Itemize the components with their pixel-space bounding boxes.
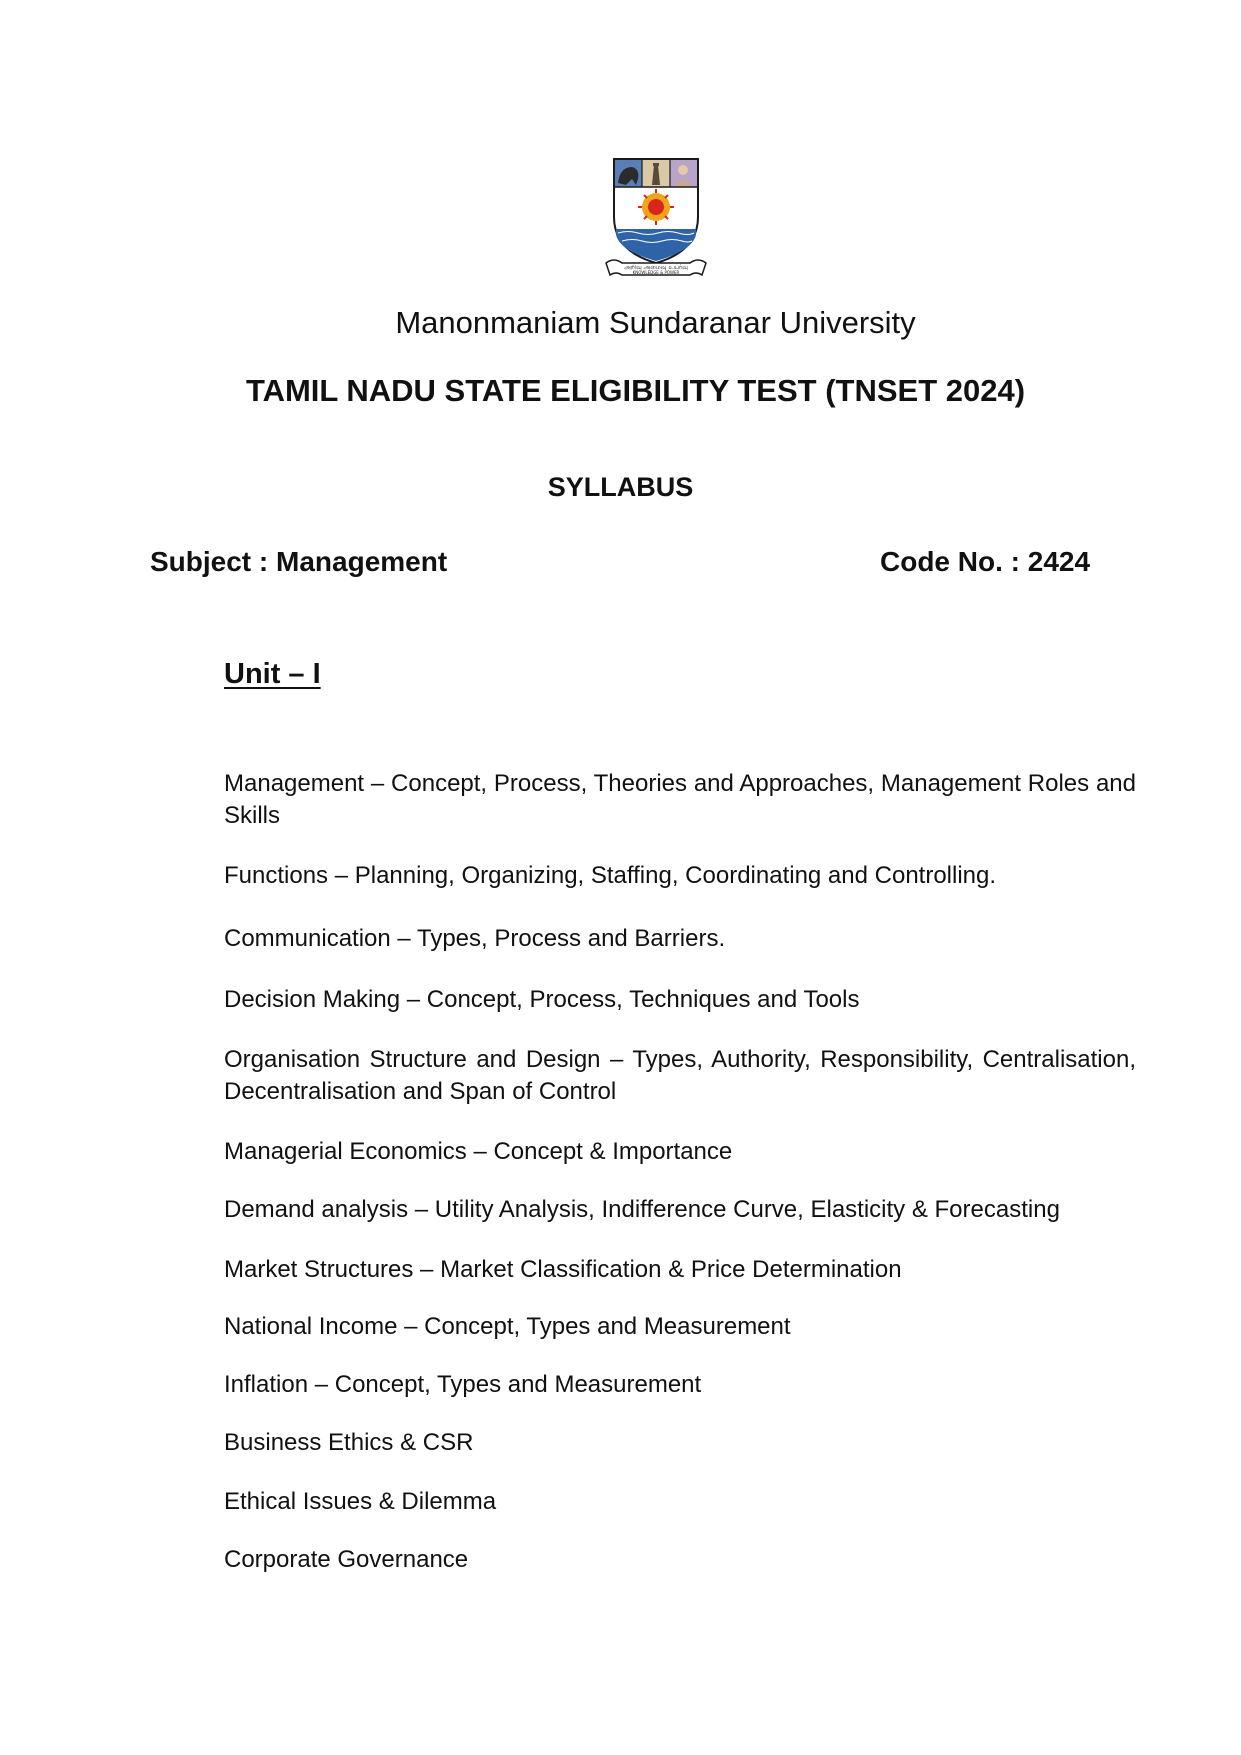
university-name: Manonmaniam Sundaranar University [395,305,916,340]
university-crest-icon [604,155,708,279]
topic-item: Communication – Types, Process and Barriers. [224,925,726,952]
document-type-heading: SYLLABUS [547,472,694,502]
topic-item: Business Ethics & CSR [224,1429,474,1456]
exam-title: TAMIL NADU STATE ELIGIBILITY TEST (TNSET 2024) [245,373,1026,408]
svg-text:அறிவு அமைவு உயர்வு: அறிவு அமைவு உயர்வு [624,264,688,271]
topic-item: Market Structures – Market Classification & Price Determination [224,1256,902,1283]
topic-item: Corporate Governance [224,1546,469,1573]
topic-item: Ethical Issues & Dilemma [224,1488,497,1515]
unit-heading: Unit – I [224,658,321,690]
svg-text:KNOWLEDGE & POWER: KNOWLEDGE & POWER [632,270,680,275]
topic-item: Decision Making – Concept, Process, Techniques and Tools [224,986,860,1013]
topic-item: Organisation Structure and Design – Types, Authority, Responsibility, Centralisation, Decentralisation and Span of Control [224,1046,1136,1105]
topic-list [224,768,1136,1576]
topic-item: Demand analysis – Utility Analysis, Indifference Curve, Elasticity & Forecasting [224,1196,1060,1223]
subject-label: Subject : Management [150,546,448,577]
topic-item: Managerial Economics – Concept & Importance [224,1138,733,1165]
topic-item: Management – Concept, Process, Theories and Approaches, Management Roles and Skills [224,770,1136,829]
topic-item: Inflation – Concept, Types and Measurement [224,1371,702,1398]
code-number-label: Code No. : 2424 [880,546,1091,577]
topic-item: Functions – Planning, Organizing, Staffing, Coordinating and Controlling. [224,862,997,889]
topic-item: National Income – Concept, Types and Measurement [224,1313,791,1340]
